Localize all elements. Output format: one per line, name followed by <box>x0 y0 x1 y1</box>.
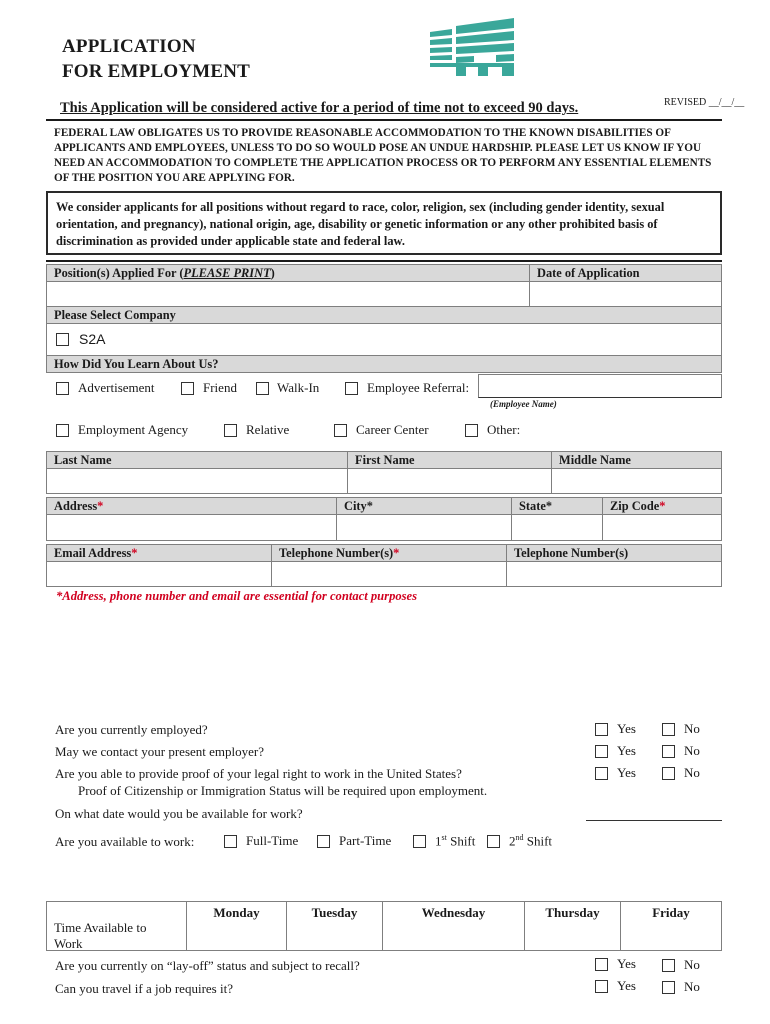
question-proof: Are you able to provide proof of your legal right to work in the United States? <box>55 766 462 781</box>
date-of-application-input[interactable] <box>529 281 722 307</box>
last-name-label: Last Name <box>46 451 348 469</box>
day-wednesday: Wednesday <box>382 901 525 921</box>
other-checkbox[interactable] <box>465 424 478 437</box>
last-name-input[interactable] <box>46 468 348 494</box>
tuesday-input[interactable] <box>286 917 383 951</box>
career-center-label: Career Center <box>356 422 429 437</box>
fulltime-checkbox[interactable] <box>224 835 237 848</box>
friend-checkbox[interactable] <box>181 382 194 395</box>
employed-yes-checkbox[interactable] <box>595 723 608 736</box>
yes-label: Yes <box>617 765 636 780</box>
question-employed: Are you currently employed? <box>55 722 208 737</box>
time-available-label: Time Available to Work <box>54 920 147 951</box>
question-travel: Can you travel if a job requires it? <box>55 981 233 996</box>
zip-input[interactable] <box>602 514 722 541</box>
no-label: No <box>684 765 700 780</box>
company-s2a-label: S2A <box>79 331 106 347</box>
yes-label: Yes <box>617 721 636 736</box>
question-layoff: Are you currently on “lay-off” status and subject to recall? <box>55 958 360 973</box>
no-label: No <box>684 979 700 994</box>
date-of-application-label: Date of Application <box>529 264 722 282</box>
middle-name-label: Middle Name <box>551 451 722 469</box>
table-row-label-cell <box>46 901 187 951</box>
address-label: Address* <box>46 497 337 515</box>
referral-label: Employee Referral: <box>367 380 470 395</box>
yes-label: Yes <box>617 956 636 971</box>
wednesday-input[interactable] <box>382 917 525 951</box>
divider <box>46 119 722 121</box>
first-name-input[interactable] <box>347 468 552 494</box>
yes-label: Yes <box>617 978 636 993</box>
position-label: Position(s) Applied For (PLEASE PRINT) <box>46 264 530 282</box>
walkin-checkbox[interactable] <box>256 382 269 395</box>
no-label: No <box>684 721 700 736</box>
zip-label: Zip Code* <box>602 497 722 515</box>
walkin-label: Walk-In <box>277 380 320 395</box>
question-contact-employer: May we contact your present employer? <box>55 744 265 759</box>
relative-label: Relative <box>246 422 290 437</box>
learn-label: How Did You Learn About Us? <box>46 355 722 373</box>
proof-no-checkbox[interactable] <box>662 767 675 780</box>
agency-label: Employment Agency <box>78 422 189 437</box>
email-input[interactable] <box>46 561 272 587</box>
telephone-2-label: Telephone Number(s) <box>506 544 722 562</box>
revised-date: REVISED __/__/__ <box>664 97 745 108</box>
first-name-label: First Name <box>347 451 552 469</box>
career-center-checkbox[interactable] <box>334 424 347 437</box>
active-period-notice: This Application will be considered active for a period of time not to exceed 90 days. <box>60 100 579 116</box>
first-shift-label: 1st Shift <box>435 833 476 849</box>
equal-opportunity-text: We consider applicants for all positions without regard to race, color, religion, sex (including gender identity, sexual orientation, and pregnancy), national origin, age, disability or genetic information or any other prohibited basis of discrimination as provided under applicable state and federal law. <box>56 200 665 248</box>
company-label: Please Select Company <box>46 306 722 324</box>
employed-no-checkbox[interactable] <box>662 723 675 736</box>
thursday-input[interactable] <box>524 917 621 951</box>
parttime-checkbox[interactable] <box>317 835 330 848</box>
contact-purposes-note: *Address, phone number and email are essential for contact purposes <box>56 589 418 603</box>
position-input[interactable] <box>46 281 530 307</box>
fulltime-label: Full-Time <box>246 833 299 848</box>
title-line-1: APPLICATION <box>62 36 196 57</box>
contact-no-checkbox[interactable] <box>662 745 675 758</box>
monday-input[interactable] <box>186 917 287 951</box>
question-available-work: Are you available to work: <box>55 834 195 849</box>
first-shift-checkbox[interactable] <box>413 835 426 848</box>
second-shift-checkbox[interactable] <box>487 835 500 848</box>
federal-law-notice: FEDERAL LAW OBLIGATES US TO PROVIDE REASONABLE ACCOMMODATION TO THE KNOWN DISABILITIES OF APPLICANTS AND EMPLOYEES, UNLESS TO DO SO WOULD POSE AN UNDUE HARDSHIP. PLEASE LET US KNOW IF YOU NEED AN ACCOMMODATION TO COMPLETE THE APPLICATION PROCESS OR TO PERFORM ANY ESSENTIAL ELEMENTS OF THE POSITION YOU ARE APPLYING FOR. <box>54 127 712 184</box>
state-label: State* <box>511 497 603 515</box>
telephone-2-input[interactable] <box>506 561 722 587</box>
telephone-label: Telephone Number(s)* <box>271 544 507 562</box>
day-tuesday: Tuesday <box>286 901 383 921</box>
employee-name-input[interactable] <box>478 374 722 398</box>
availability-table <box>46 897 722 951</box>
layoff-yes-checkbox[interactable] <box>595 958 608 971</box>
friday-input[interactable] <box>620 917 722 951</box>
parttime-label: Part-Time <box>339 833 392 848</box>
proof-yes-checkbox[interactable] <box>595 767 608 780</box>
building-logo-icon <box>426 16 518 78</box>
email-label: Email Address* <box>46 544 272 562</box>
agency-checkbox[interactable] <box>56 424 69 437</box>
layoff-no-checkbox[interactable] <box>662 959 675 972</box>
no-label: No <box>684 957 700 972</box>
advertisement-label: Advertisement <box>78 380 155 395</box>
referral-checkbox[interactable] <box>345 382 358 395</box>
company-area <box>46 323 722 356</box>
yes-label: Yes <box>617 743 636 758</box>
address-input[interactable] <box>46 514 337 541</box>
middle-name-input[interactable] <box>551 468 722 494</box>
telephone-input[interactable] <box>271 561 507 587</box>
question-proof-sub: Proof of Citizenship or Immigration Status will be required upon employment. <box>78 783 488 798</box>
friend-label: Friend <box>203 380 237 395</box>
available-date-input[interactable] <box>586 806 722 821</box>
day-monday: Monday <box>186 901 287 921</box>
company-s2a-checkbox[interactable] <box>56 333 69 346</box>
page-title <box>62 34 250 84</box>
travel-yes-checkbox[interactable] <box>595 980 608 993</box>
travel-no-checkbox[interactable] <box>662 981 675 994</box>
day-friday: Friday <box>620 901 722 921</box>
employee-name-caption: (Employee Name) <box>490 399 557 409</box>
question-available-date: On what date would you be available for work? <box>55 806 303 821</box>
day-thursday: Thursday <box>524 901 621 921</box>
second-shift-label: 2nd Shift <box>509 833 553 849</box>
relative-checkbox[interactable] <box>224 424 237 437</box>
equal-opportunity-box <box>46 191 722 255</box>
city-label: City* <box>336 497 512 515</box>
state-input[interactable] <box>511 514 603 541</box>
no-label: No <box>684 743 700 758</box>
advertisement-checkbox[interactable] <box>56 382 69 395</box>
city-input[interactable] <box>336 514 512 541</box>
contact-yes-checkbox[interactable] <box>595 745 608 758</box>
other-label: Other: <box>487 422 521 437</box>
divider <box>46 260 722 262</box>
title-line-2: FOR EMPLOYMENT <box>62 61 251 82</box>
